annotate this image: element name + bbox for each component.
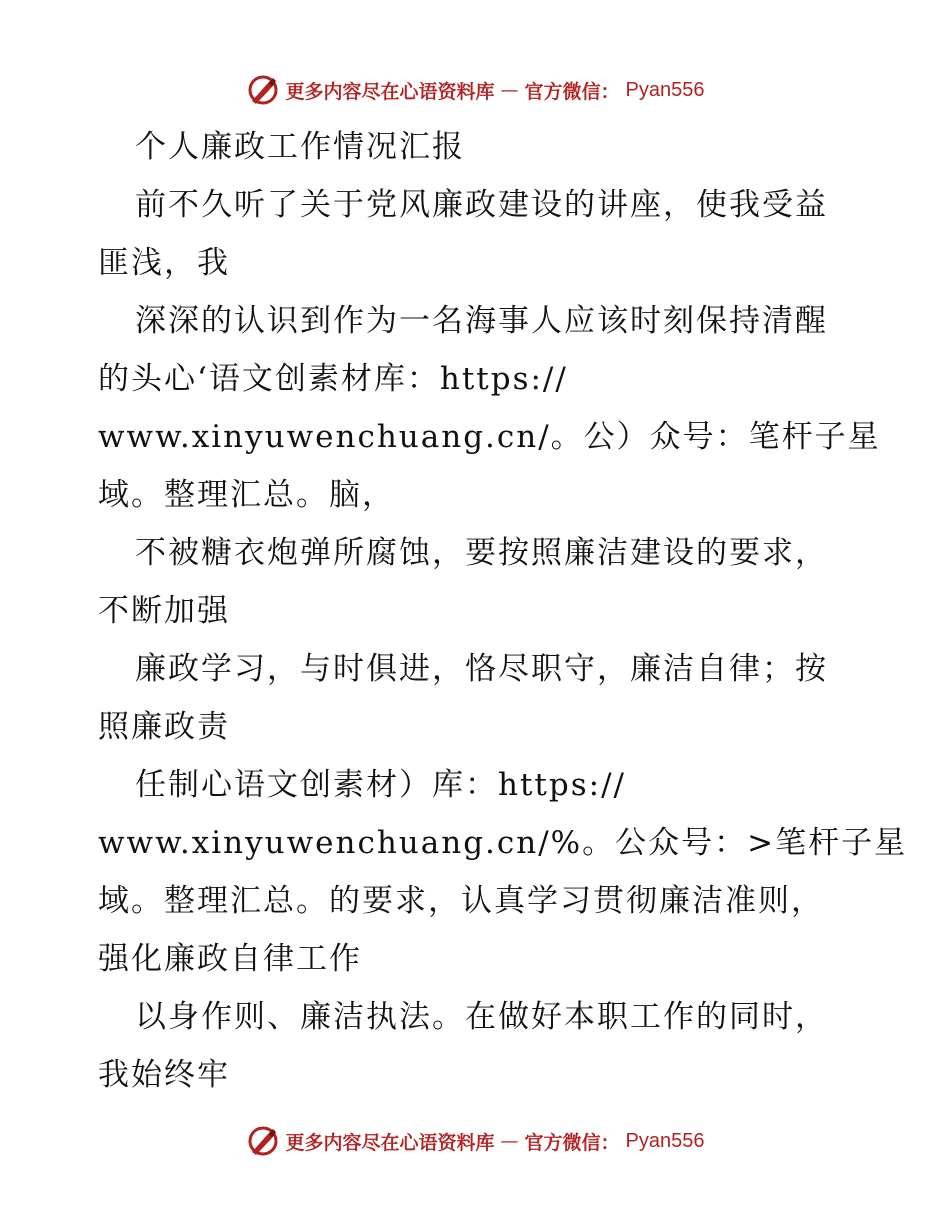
text-line: 以身作则、廉洁执法。在做好本职工作的同时， <box>135 999 828 1035</box>
watermark-brand: 更多内容尽在心语资料库 <box>285 80 495 103</box>
document-body <box>98 118 908 1104</box>
pen-logo-icon <box>246 73 280 107</box>
watermark-account: Pyan556 <box>625 78 705 101</box>
watermark-brand: 更多内容尽在心语资料库 <box>285 1131 495 1154</box>
text-line: 前不久听了关于党风廉政建设的讲座，使我受益 <box>135 187 828 223</box>
text-line: www.xinyuwenchuang.cn/%。公众号：>笔杆子星 <box>98 825 908 861</box>
text-line: 不被糖衣炮弹所腐蚀，要按照廉洁建设的要求， <box>135 535 828 571</box>
header-watermark <box>0 70 950 110</box>
text-line: 的头心‘语文创素材库：https:// <box>98 361 568 397</box>
text-line: 不断加强 <box>98 593 230 629</box>
text-line: 域。整理汇总。脑， <box>98 477 395 513</box>
watermark-separator: — <box>500 79 519 101</box>
watermark-wechat-label: 官方微信： <box>524 1131 620 1154</box>
text-line: 我始终牢 <box>98 1057 230 1093</box>
text-line: 廉政学习，与时俱进，恪尽职守，廉洁自律；按 <box>135 651 828 687</box>
text-line: 强化廉政自律工作 <box>98 941 362 977</box>
text-line: 照廉政责 <box>98 709 230 745</box>
text-line: 深深的认识到作为一名海事人应该时刻保持清醒 <box>135 303 828 339</box>
pen-logo-icon <box>246 1124 280 1158</box>
text-line: 域。整理汇总。的要求，认真学习贯彻廉洁准则， <box>98 883 824 919</box>
watermark-separator: — <box>500 1130 519 1152</box>
footer-watermark <box>0 1121 950 1161</box>
text-line: 任制心语文创素材）库：https:// <box>135 767 626 803</box>
watermark-account: Pyan556 <box>625 1129 705 1152</box>
text-line: 匪浅，我 <box>98 245 230 281</box>
watermark-wechat-label: 官方微信： <box>524 80 620 103</box>
document-title: 个人廉政工作情况汇报 <box>135 129 465 165</box>
text-line: www.xinyuwenchuang.cn/。公）众号：笔杆子星 <box>98 419 881 455</box>
